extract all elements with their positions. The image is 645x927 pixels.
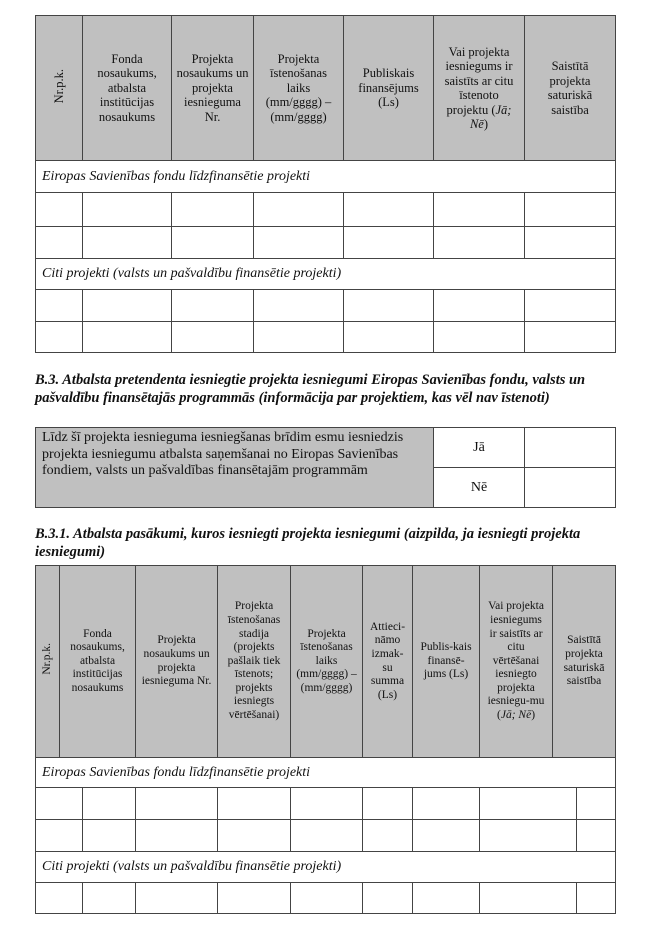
col-header-nr: Nr.p.k. bbox=[36, 566, 60, 758]
cell[interactable] bbox=[434, 322, 525, 353]
cell[interactable] bbox=[218, 788, 291, 820]
cell[interactable] bbox=[36, 788, 83, 820]
cell[interactable] bbox=[36, 883, 83, 914]
cell[interactable] bbox=[434, 193, 525, 227]
cell[interactable] bbox=[83, 820, 136, 852]
col-header-implementation-period: Projekta īstenošanas laiks (mm/gggg) – (mm/gggg) bbox=[291, 566, 363, 758]
option-no-checkbox[interactable] bbox=[525, 468, 616, 508]
section-heading-b3: B.3. Atbalsta pretendenta iesniegtie projekta iesniegumi Eiropas Savienības fondu, valsts un pašvaldību finansētajās programmās (informācija par projektiem, kas vēl nav īstenoti) bbox=[35, 372, 586, 406]
col-header-content-link: Saistītā projekta saturiskā saistība bbox=[553, 566, 616, 758]
option-yes-checkbox[interactable] bbox=[525, 428, 616, 468]
cell[interactable] bbox=[525, 193, 616, 227]
cell[interactable] bbox=[83, 290, 172, 322]
table-row bbox=[36, 193, 616, 227]
section-row bbox=[36, 852, 616, 883]
cell[interactable] bbox=[172, 322, 254, 353]
cell[interactable] bbox=[254, 322, 344, 353]
cell[interactable] bbox=[434, 227, 525, 259]
col-header-implementation-stage: Projekta īstenošanas stadija (projekts pašlaik tiek īstenots; projekts iesniegts vērtēšanai) bbox=[218, 566, 291, 758]
cell[interactable] bbox=[83, 883, 136, 914]
cell[interactable] bbox=[254, 227, 344, 259]
cell[interactable] bbox=[363, 788, 413, 820]
col-header-implementation-period: Projekta īstenošanas laiks (mm/gggg) – (mm/gggg) bbox=[254, 16, 344, 161]
section-row bbox=[36, 758, 616, 788]
cell[interactable] bbox=[36, 820, 83, 852]
cell[interactable] bbox=[525, 290, 616, 322]
cell[interactable] bbox=[413, 788, 480, 820]
section-row bbox=[36, 161, 616, 193]
cell[interactable] bbox=[480, 788, 577, 820]
col-header-fund-name: Fonda nosaukums, atbalsta institūcijas nosaukums bbox=[83, 16, 172, 161]
cell[interactable] bbox=[83, 193, 172, 227]
cell[interactable] bbox=[36, 227, 83, 259]
cell[interactable] bbox=[363, 883, 413, 914]
cell[interactable] bbox=[218, 820, 291, 852]
cell[interactable] bbox=[291, 788, 363, 820]
cell[interactable] bbox=[254, 290, 344, 322]
col-header-linked-project: Vai projekta iesniegums ir saistīts ar citu īstenoto projektu (Jā; Nē) bbox=[434, 16, 525, 161]
col-header-fund-name: Fonda nosaukums, atbalsta institūcijas nosaukums bbox=[60, 566, 136, 758]
cell[interactable] bbox=[413, 883, 480, 914]
col-header-project-name: Projekta nosaukums un projekta iesnieguma Nr. bbox=[172, 16, 254, 161]
cell[interactable] bbox=[36, 193, 83, 227]
cell[interactable] bbox=[218, 883, 291, 914]
section-label-other: Citi projekti (valsts un pašvaldību finansētie projekti) bbox=[36, 852, 616, 883]
cell[interactable] bbox=[83, 322, 172, 353]
table-header-row bbox=[36, 566, 616, 758]
cell[interactable] bbox=[344, 290, 434, 322]
table-row bbox=[36, 883, 616, 914]
cell[interactable] bbox=[577, 883, 616, 914]
submission-question-table bbox=[35, 427, 616, 508]
cell[interactable] bbox=[83, 788, 136, 820]
cell[interactable] bbox=[36, 322, 83, 353]
cell[interactable] bbox=[525, 227, 616, 259]
table-row bbox=[36, 788, 616, 820]
cell[interactable] bbox=[480, 820, 577, 852]
cell[interactable] bbox=[136, 883, 218, 914]
cell[interactable] bbox=[344, 322, 434, 353]
col-header-linked-project: Vai projekta iesniegums ir saistīts ar citu vērtēšanai iesniegto projekta iesniegu-mu (Jā; Nē) bbox=[480, 566, 553, 758]
cell[interactable] bbox=[363, 820, 413, 852]
option-yes-label: Jā bbox=[434, 428, 525, 468]
cell[interactable] bbox=[344, 227, 434, 259]
option-no-label: Nē bbox=[434, 468, 525, 508]
cell[interactable] bbox=[344, 193, 434, 227]
section-label-eu: Eiropas Savienības fondu līdzfinansētie projekti bbox=[36, 758, 616, 788]
projects-table-2 bbox=[35, 565, 616, 914]
cell[interactable] bbox=[480, 883, 577, 914]
cell[interactable] bbox=[577, 788, 616, 820]
col-header-eligible-costs: Attieci-nāmo izmak-su summa (Ls) bbox=[363, 566, 413, 758]
cell[interactable] bbox=[434, 290, 525, 322]
table-header-row bbox=[36, 16, 616, 161]
col-header-nr: Nr.p.k. bbox=[36, 16, 83, 161]
table-row bbox=[36, 227, 616, 259]
cell[interactable] bbox=[291, 883, 363, 914]
cell[interactable] bbox=[83, 227, 172, 259]
submission-question-label: Līdz šī projekta iesnieguma iesniegšanas brīdim esmu iesniedzis projekta iesniegumu atbalsta saņemšanai no Eiropas Savienības fondiem, valsts un pašvaldības finansētajām programmām bbox=[36, 428, 434, 508]
col-header-project-name: Projekta nosaukums un projekta iesnieguma Nr. bbox=[136, 566, 218, 758]
section-row bbox=[36, 259, 616, 290]
cell[interactable] bbox=[136, 820, 218, 852]
col-header-public-funding: Publis-kais finansē-jums (Ls) bbox=[413, 566, 480, 758]
section-label-other: Citi projekti (valsts un pašvaldību finansētie projekti) bbox=[36, 259, 616, 290]
cell[interactable] bbox=[172, 290, 254, 322]
section-heading-b31: B.3.1. Atbalsta pasākumi, kuros iesniegti projekta iesniegumi (aizpilda, ja iesniegti projekta iesniegumi) bbox=[35, 526, 581, 560]
cell[interactable] bbox=[291, 820, 363, 852]
cell[interactable] bbox=[172, 227, 254, 259]
cell[interactable] bbox=[525, 322, 616, 353]
cell[interactable] bbox=[136, 788, 218, 820]
cell[interactable] bbox=[36, 290, 83, 322]
section-label-eu: Eiropas Savienības fondu līdzfinansētie projekti bbox=[36, 161, 616, 193]
cell[interactable] bbox=[413, 820, 480, 852]
col-header-public-funding: Publiskais finansējums (Ls) bbox=[344, 16, 434, 161]
table-row bbox=[36, 290, 616, 322]
cell[interactable] bbox=[254, 193, 344, 227]
cell[interactable] bbox=[172, 193, 254, 227]
table-row bbox=[36, 820, 616, 852]
col-header-content-link: Saistītā projekta saturiskā saistība bbox=[525, 16, 616, 161]
table-row bbox=[36, 322, 616, 353]
cell[interactable] bbox=[577, 820, 616, 852]
projects-table-1 bbox=[35, 15, 616, 353]
